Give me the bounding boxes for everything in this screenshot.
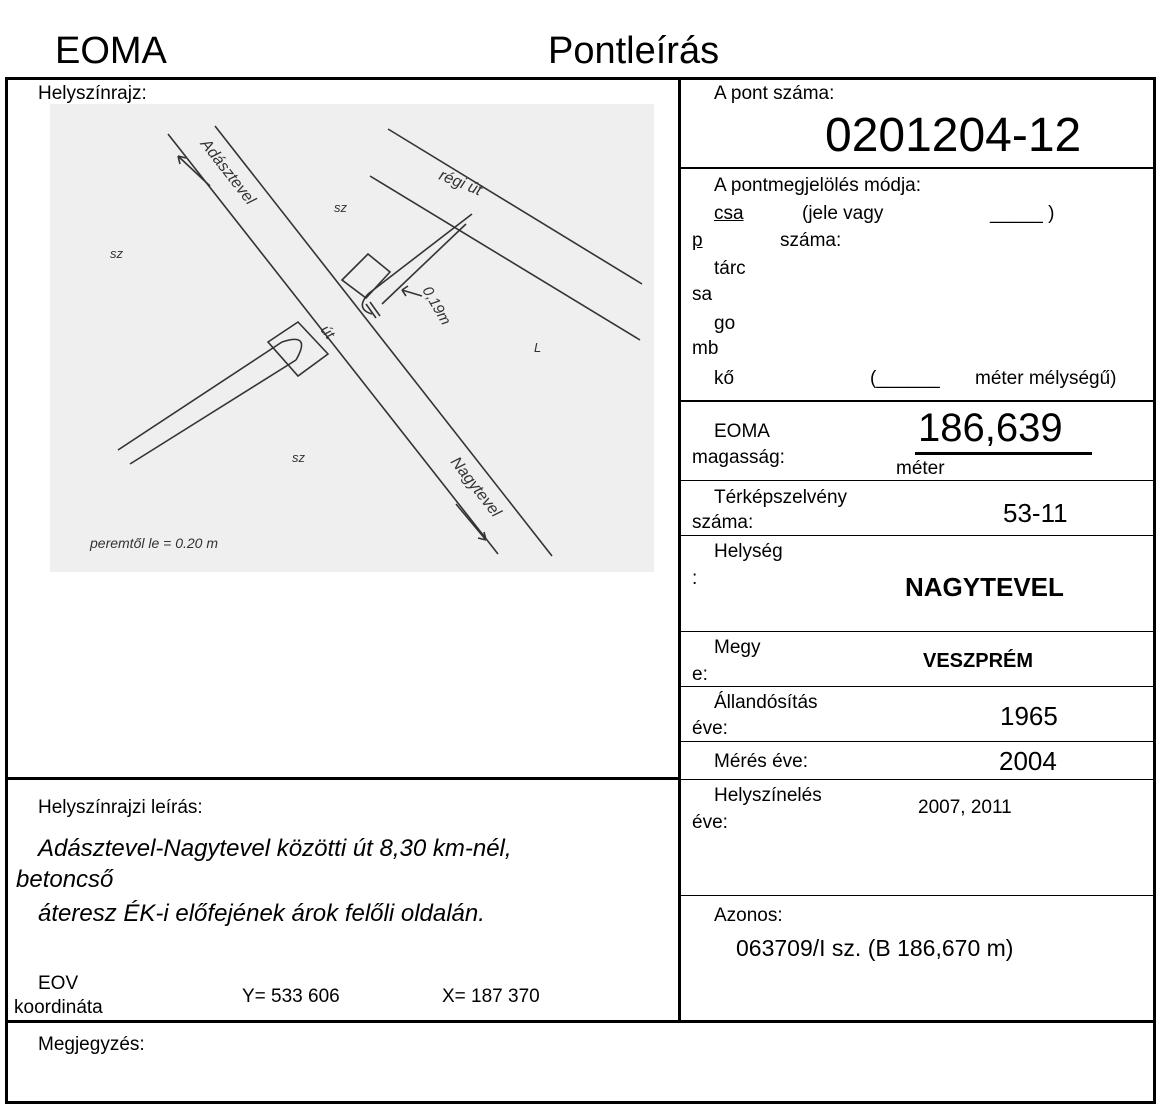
sz-label: sz <box>292 450 305 465</box>
county-value: VESZPRÉM <box>923 650 1034 672</box>
row-divider <box>679 741 1156 742</box>
mark-label: L <box>534 340 542 355</box>
description-line-1: Adásztevel-Nagytevel közötti út 8,30 km-nél, <box>38 835 512 862</box>
jele-blank: _____ ) <box>990 203 1055 224</box>
ko-label: kő <box>714 368 735 389</box>
edge-note: peremtől le = 0.20 m <box>90 535 219 551</box>
measurement-value: 2004 <box>999 746 1057 776</box>
road-label-top: Adásztevel <box>196 135 259 209</box>
eov-label-2: koordináta <box>14 997 103 1018</box>
locality-label-2: : <box>692 568 698 589</box>
gomb-label-2: mb <box>692 338 719 359</box>
height-value: 186,639 <box>918 406 1063 450</box>
eov-x-value: X= 187 370 <box>442 986 540 1007</box>
height-label-1: EOMA <box>714 421 770 442</box>
description-label: Helyszínrajzi leírás: <box>38 797 203 818</box>
remarks-label: Megjegyzés: <box>38 1034 145 1055</box>
identical-label: Azonos: <box>714 905 783 926</box>
visit-label-1: Helyszínelés <box>714 785 822 806</box>
eov-label-1: EOV <box>38 973 79 994</box>
sz-label: sz <box>110 246 123 261</box>
description-line-2: betoncső <box>16 866 114 893</box>
road-mid-label: út <box>316 321 338 343</box>
county-label-2: e: <box>692 664 708 685</box>
row-divider <box>679 167 1156 169</box>
map-sheet-label-2: száma: <box>692 512 754 533</box>
jele-label-2: száma: <box>780 230 842 251</box>
remarks-divider <box>5 1020 1156 1023</box>
height-label-2: magasság: <box>692 447 785 468</box>
row-divider <box>679 779 1156 780</box>
site-sketch <box>50 104 654 572</box>
row-divider <box>679 686 1156 687</box>
distance-label: 0,19m <box>418 283 455 329</box>
locality-label-1: Helység <box>714 541 783 562</box>
tarcsa-label-1: tárc <box>714 258 746 279</box>
visit-value: 2007, 2011 <box>918 797 1012 818</box>
eov-y-value: Y= 533 606 <box>242 986 340 1007</box>
map-sheet-label-1: Térképszelvény <box>714 487 848 508</box>
description-line-3: áteresz ÉK-i előfejének árok felőli oldalán. <box>38 900 485 927</box>
depth-blank: (______ <box>870 368 940 389</box>
establishment-value: 1965 <box>1000 701 1058 731</box>
document-title-left: EOMA <box>55 30 167 72</box>
tarcsa-label-2: sa <box>692 284 713 305</box>
row-divider <box>679 400 1156 402</box>
height-unit: méter <box>896 458 945 479</box>
row-divider <box>679 480 1156 481</box>
sketch-divider <box>5 777 680 780</box>
gomb-label-1: go <box>714 313 736 334</box>
point-number-label: A pont száma: <box>714 83 835 104</box>
sketch-label: Helyszínrajz: <box>38 83 147 104</box>
jele-label-1: (jele vagy <box>802 203 884 224</box>
visit-label-2: éve: <box>692 812 728 833</box>
map-sheet-value: 53-11 <box>1003 498 1068 528</box>
identical-value: 063709/I sz. (B 186,670 m) <box>736 935 1014 961</box>
county-label-1: Megy <box>714 637 761 658</box>
road-label-bottom: Nagytevel <box>446 453 505 521</box>
csap-label-2: p <box>692 230 703 251</box>
column-divider <box>678 77 681 1023</box>
marking-label: A pontmegjelölés módja: <box>714 175 922 196</box>
old-road-label: régi út <box>436 166 485 200</box>
row-divider <box>679 631 1156 632</box>
depth-suffix: méter mélységű) <box>975 368 1117 389</box>
establishment-label-2: éve: <box>692 718 728 739</box>
height-underline <box>915 452 1092 455</box>
csap-label-1: csa <box>714 203 744 224</box>
site-sketch-drawing <box>50 104 654 572</box>
locality-value: NAGYTEVEL <box>905 572 1064 602</box>
sz-label: sz <box>334 200 347 215</box>
row-divider <box>679 535 1156 536</box>
measurement-label: Mérés éve: <box>714 751 808 772</box>
establishment-label-1: Állandósítás <box>714 692 818 713</box>
document-title-right: Pontleírás <box>548 30 720 72</box>
point-number-value: 0201204-12 <box>825 109 1082 162</box>
row-divider <box>679 895 1156 896</box>
